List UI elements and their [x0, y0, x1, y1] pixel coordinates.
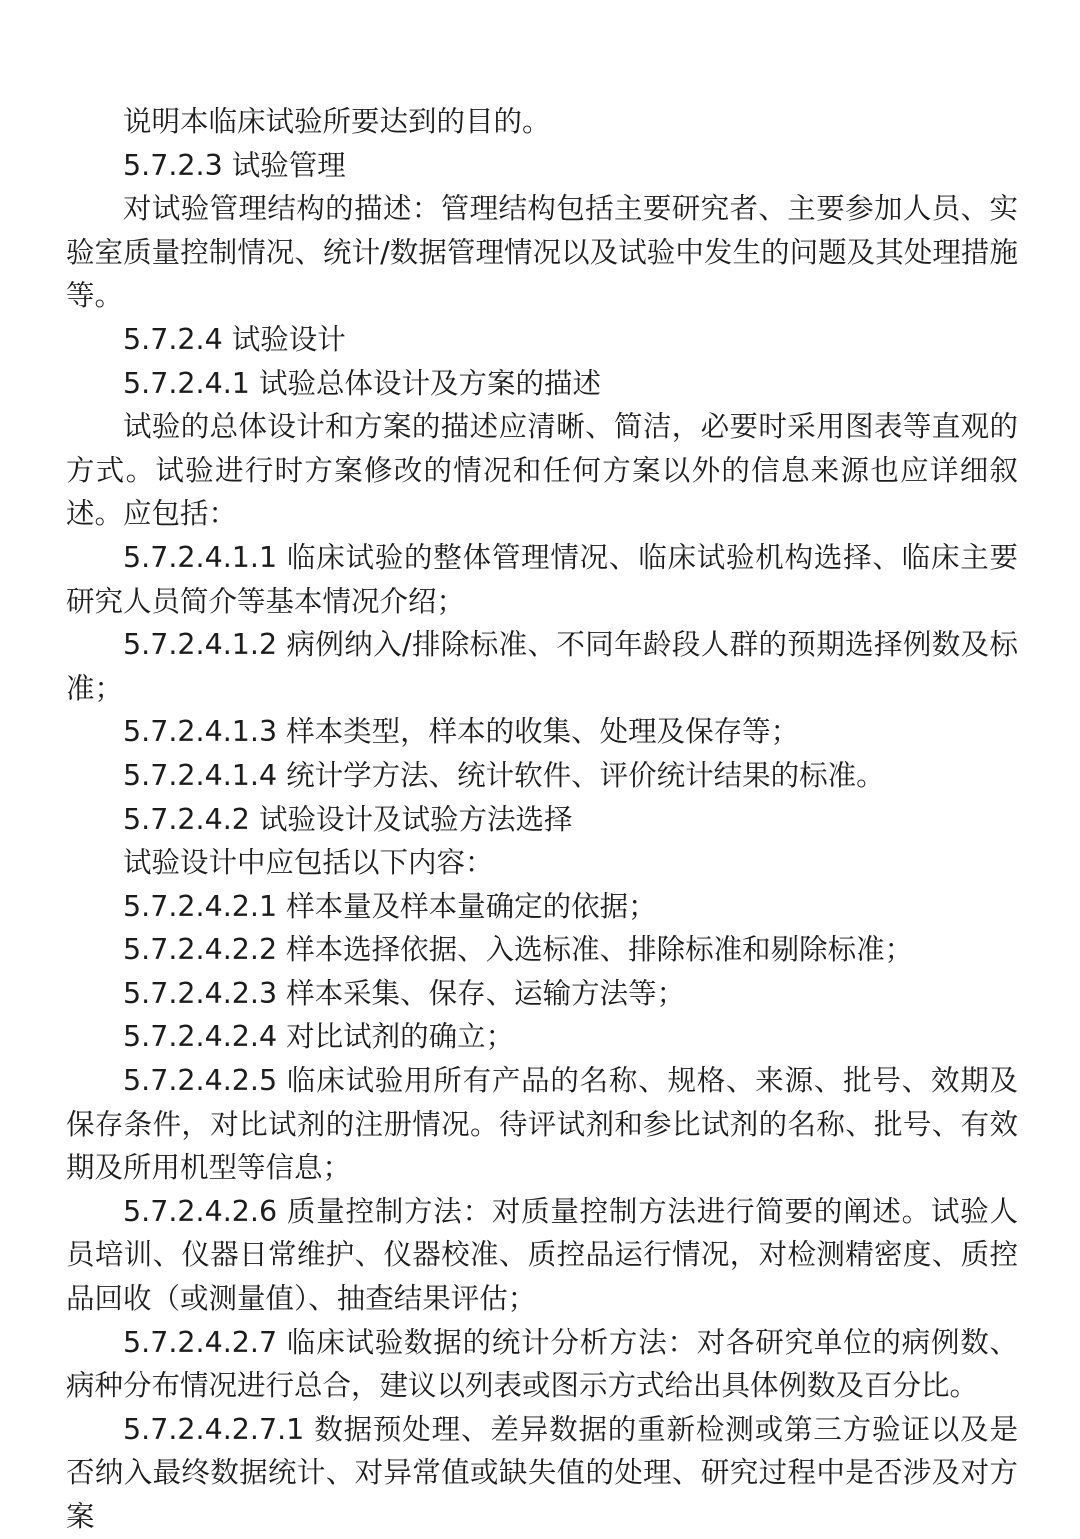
list-item: 5.7.2.4.2.6 质量控制方法：对质量控制方法进行简要的阐述。试验人员培训、仪器日常维护、仪器校准、质控品运行情况，对检测精密度、质控品回收（或测量值）、抽查结果评估；	[66, 1194, 1018, 1316]
list-item: 5.7.2.4.2.5 临床试验用所有产品的名称、规格、来源、批号、效期及保存条件，对比试剂的注册情况。待评试剂和参比试剂的名称、批号、有效期及所用机型等信息；	[66, 1064, 1018, 1185]
body-paragraph: 试验设计中应包括以下内容：	[123, 846, 494, 880]
list-item: 5.7.2.4.2.1 样本量及样本量确定的依据；	[123, 889, 657, 923]
list-item: 5.7.2.4.1.4 统计学方法、统计软件、评价统计结果的标准。	[123, 758, 885, 792]
list-item: 5.7.2.4.2.3 样本采集、保存、运输方法等；	[123, 976, 686, 1010]
section-heading: 5.7.2.4.1 试验总体设计及方案的描述	[123, 366, 601, 400]
list-item: 5.7.2.4.1.2 病例纳入/排除标准、不同年龄段人群的预期选择例数及标准；	[66, 628, 1018, 705]
body-paragraph: 对试验管理结构的描述：管理结构包括主要研究者、主要参加人员、实验室质量控制情况、统计/数据管理情况以及试验中发生的问题及其处理措施等。	[66, 192, 1018, 313]
list-item: 5.7.2.4.2.2 样本选择依据、入选标准、排除标准和剔除标准；	[123, 933, 914, 967]
list-item: 5.7.2.4.1.1 临床试验的整体管理情况、临床试验机构选择、临床主要研究人员简介等基本情况介绍；	[66, 540, 1018, 618]
list-item: 5.7.2.4.1.3 样本类型，样本的收集、处理及保存等；	[123, 715, 800, 749]
list-item: 5.7.2.4.2.4 对比试剂的确立；	[123, 1020, 515, 1054]
section-heading: 5.7.2.3 试验管理	[123, 148, 346, 182]
body-paragraph: 说明本临床试验所要达到的目的。	[123, 105, 551, 138]
section-heading: 5.7.2.4 试验设计	[123, 322, 346, 356]
body-paragraph: 试验的总体设计和方案的描述应清晰、简洁，必要时采用图表等直观的方式。试验进行时方案修改的情况和任何方案以外的信息来源也应详细叙述。应包括：	[66, 410, 1018, 531]
list-item: 5.7.2.4.2.7.1 数据预处理、差异数据的重新检测或第三方验证以及是否纳入最终数据统计、对异常值或缺失值的处理、研究过程中是否涉及对方案	[66, 1412, 1018, 1533]
section-heading: 5.7.2.4.2 试验设计及试验方法选择	[123, 802, 573, 836]
document-page	[66, 100, 1018, 1539]
list-item: 5.7.2.4.2.7 临床试验数据的统计分析方法：对各研究单位的病例数、病种分布情况进行总合，建议以列表或图示方式给出具体例数及百分比。	[66, 1325, 1018, 1403]
